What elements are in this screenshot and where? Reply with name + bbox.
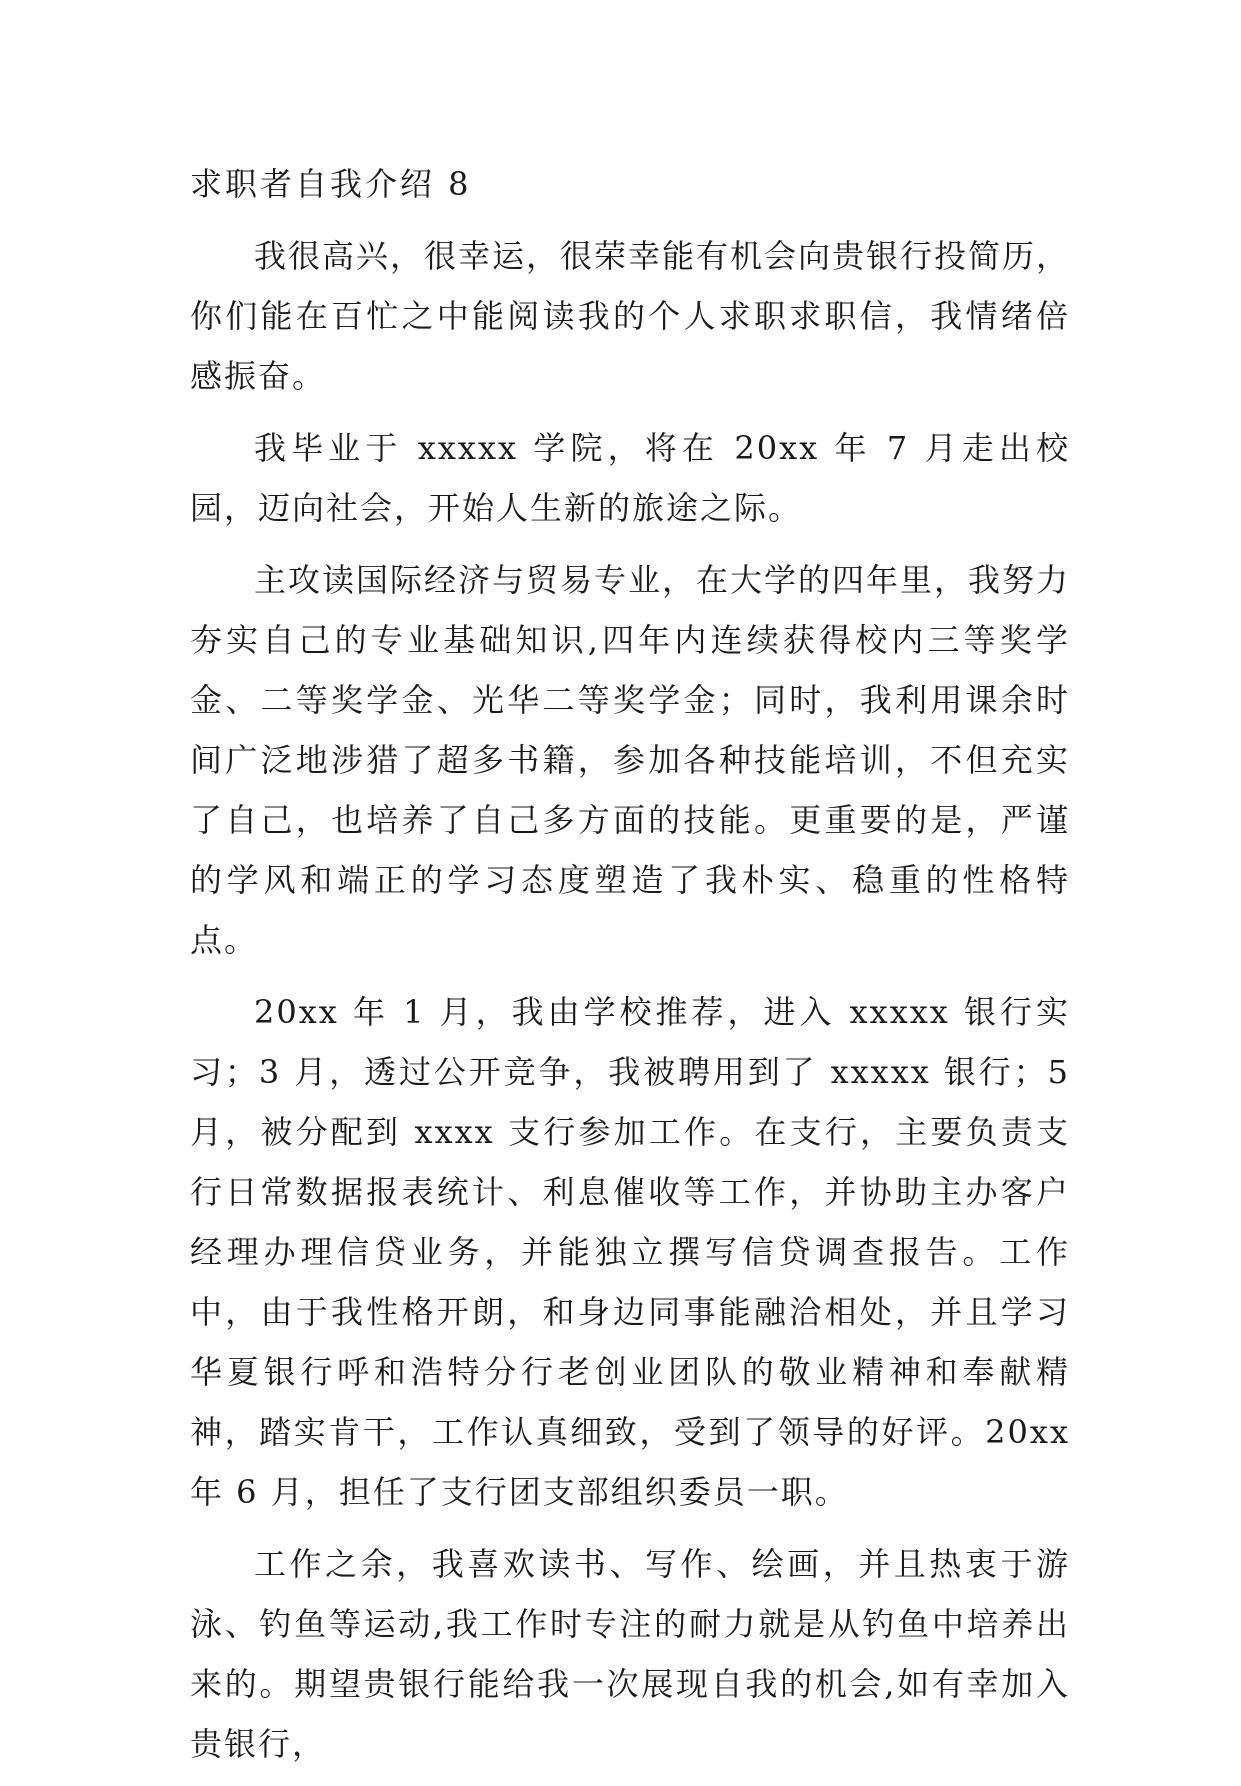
document-title: 求职者自我介绍 8 — [190, 165, 472, 203]
paragraph: 主攻读国际经济与贸易专业，在大学的四年里，我努力夯实自己的专业基础知识,四年内连续获得校内三等奖学金、二等奖学金、光华二等奖学金；同时，我利用课余时间广泛地涉猎了超多书籍，参加各种技能培训，不但充实了自己，也培养了自己多方面的技能。更重要的是，严谨的学风和端正的学习态度塑造了我朴实、稳重的性格特点。 — [190, 561, 1071, 959]
paragraph: 20xx 年 1 月，我由学校推荐，进入 xxxxx 银行实习；3 月，透过公开竞争，我被聘用到了 xxxxx 银行；5 月，被分配到 xxxx 支行参加工作。在支行，主要负责支行日常数据报表统计、利息催收等工作，并协助主办客户经理办理信贷业务，并能独立撰写信贷调查报告。工作中，由于我性格开朗，和身边同事能融洽相处，并且学习华夏银行呼和浩特分行老创业团队的敬业精神和奉献精神，踏实肯干，工作认真细致，受到了领导的好评。20xx 年 6 月，担任了支行团支部组织委员一职。 — [190, 993, 1070, 1511]
paragraph: 工作之余，我喜欢读书、写作、绘画，并且热衷于游泳、钓鱼等运动,我工作时专注的耐力就是从钓鱼中培养出来的。期望贵银行能给我一次展现自我的机会,如有幸加入贵银行， — [190, 1545, 1070, 1763]
document-body — [190, 162, 1070, 1786]
paragraph: 我毕业于 xxxxx 学院，将在 20xx 年 7 月走出校园，迈向社会，开始人生新的旅途之际。 — [190, 429, 1070, 527]
paragraph: 我很高兴，很幸运，很荣幸能有机会向贵银行投简历，你们能在百忙之中能阅读我的个人求职求职信，我情绪倍感振奋。 — [190, 237, 1071, 395]
